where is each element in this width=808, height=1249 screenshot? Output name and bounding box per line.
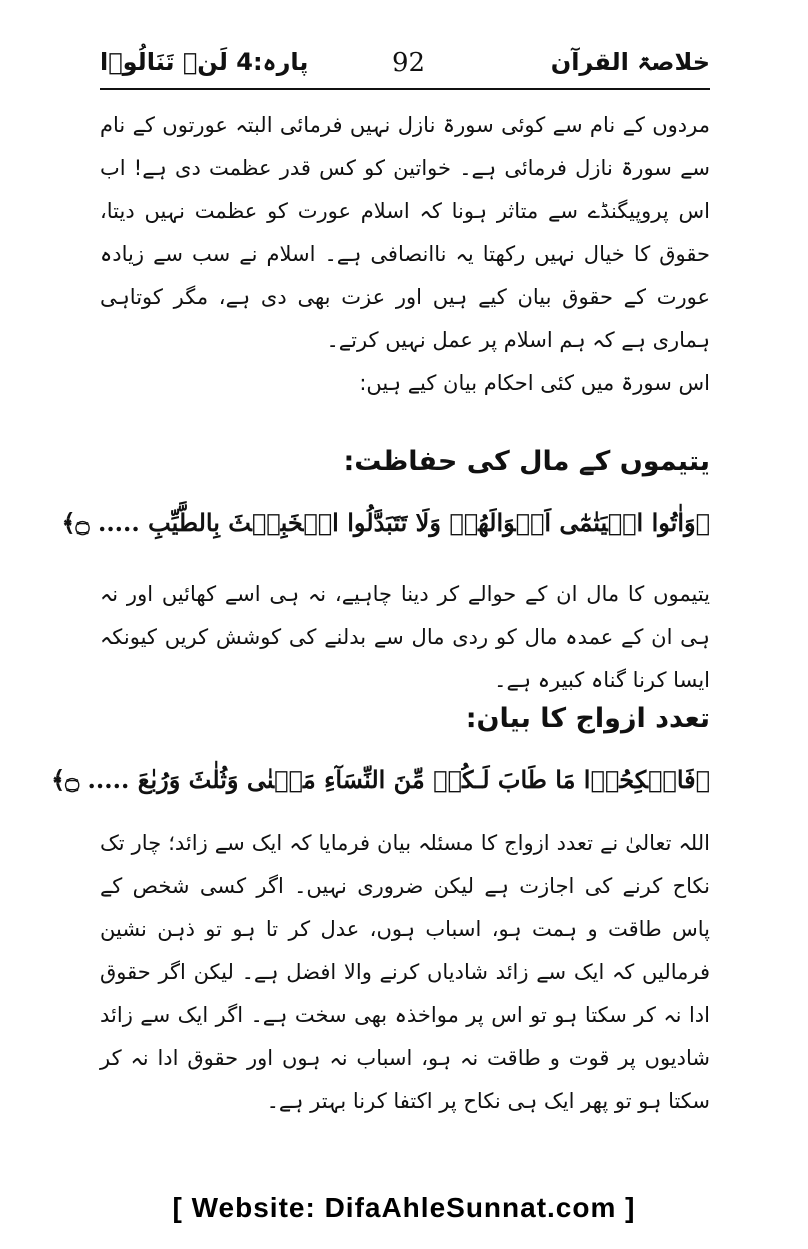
section-heading-polygamy: تعدد ازواج کا بیان:	[465, 703, 710, 734]
section-heading-orphans: یتیموں کے مال کی حفاظت:	[343, 446, 710, 477]
para-label: پارہ:4 لَنۡ تَنَالُوۡا	[100, 48, 309, 76]
polygamy-paragraph: اللہ تعالیٰ نے تعدد ازواج کا مسئلہ بیان فرمایا کہ ایک سے زائد؛ چار تک نکاح کرنے کی اجازت ہے لیکن ضروری نہیں۔ اگر کسی شخص کے پاس طاقت و ہمت ہو، اسباب ہوں، عدل کر تا ہو تو ذہن نشین فرمالیں کہ ایک سے زائد شادیاں کرنے والا افضل ہے۔ لیکن اگر حقوق ادا نہ کر سکتا ہو تو اس پر مواخذہ بھی سخت ہے۔ اگر ایک سے زائد شادیوں پر قوت و طاقت نہ ہو، اسباب نہ ہوں اور حقوق ادا نہ کر سکتا ہو تو پھر ایک ہی نکاح پر اکتفا کرنا بہتر ہے۔	[100, 831, 710, 1113]
page-header	[100, 44, 710, 84]
page-number: 92	[392, 48, 426, 78]
orphans-paragraph: یتیموں کا مال ان کے حوالے کر دینا چاہیے، نہ ہی اسے کھائیں اور نہ ہی ان کے عمدہ مال کو ردی مال سے بدلنے کی کوشش کریں کیونکہ ایسا کرنا گناہ کبیرہ ہے۔	[100, 582, 710, 692]
website-footer: [ Website: DifaAhleSunnat.com ]	[172, 1192, 636, 1223]
book-title: خلاصۃ القرآن	[550, 48, 710, 76]
quran-verse-orphans: ﴿وَاٰتُوا الۡيَتٰمٰٓى اَمۡوَالَهُمۡ وَلَا تَتَبَدَّلُوا الۡخَبِيۡثَ بِالطَّيِّبِ ..... ۝﴾	[61, 508, 710, 537]
rulings-intro: اس سورۃ میں کئی احکام بیان کیے ہیں:	[359, 371, 710, 395]
header-divider	[100, 88, 710, 90]
quran-verse-polygamy: ﴿فَانۡكِحُوۡا مَا طَابَ لَـكُمۡ مِّنَ النِّسَآءِ مَثۡنٰى وَثُلٰثَ وَرُبٰعَ ..... ۝﴾	[51, 765, 710, 794]
intro-paragraph: مردوں کے نام سے کوئی سورۃ نازل نہیں فرمائی البتہ عورتوں کے نام سے سورۃ نازل فرمائی ہے۔ خواتین کو کس قدر عظمت دی ہے! اب اس پروپیگنڈے سے متاثر ہونا کہ اسلام عورت کو عظمت نہیں دیتا، حقوق کا خیال نہیں رکھتا یہ ناانصافی ہے۔ اسلام نے سب سے زیادہ عورت کے حقوق بیان کیے ہیں اور عزت بھی دی ہے، مگر کوتاہی ہماری ہے کہ ہم اسلام پر عمل نہیں کرتے۔	[100, 113, 710, 352]
